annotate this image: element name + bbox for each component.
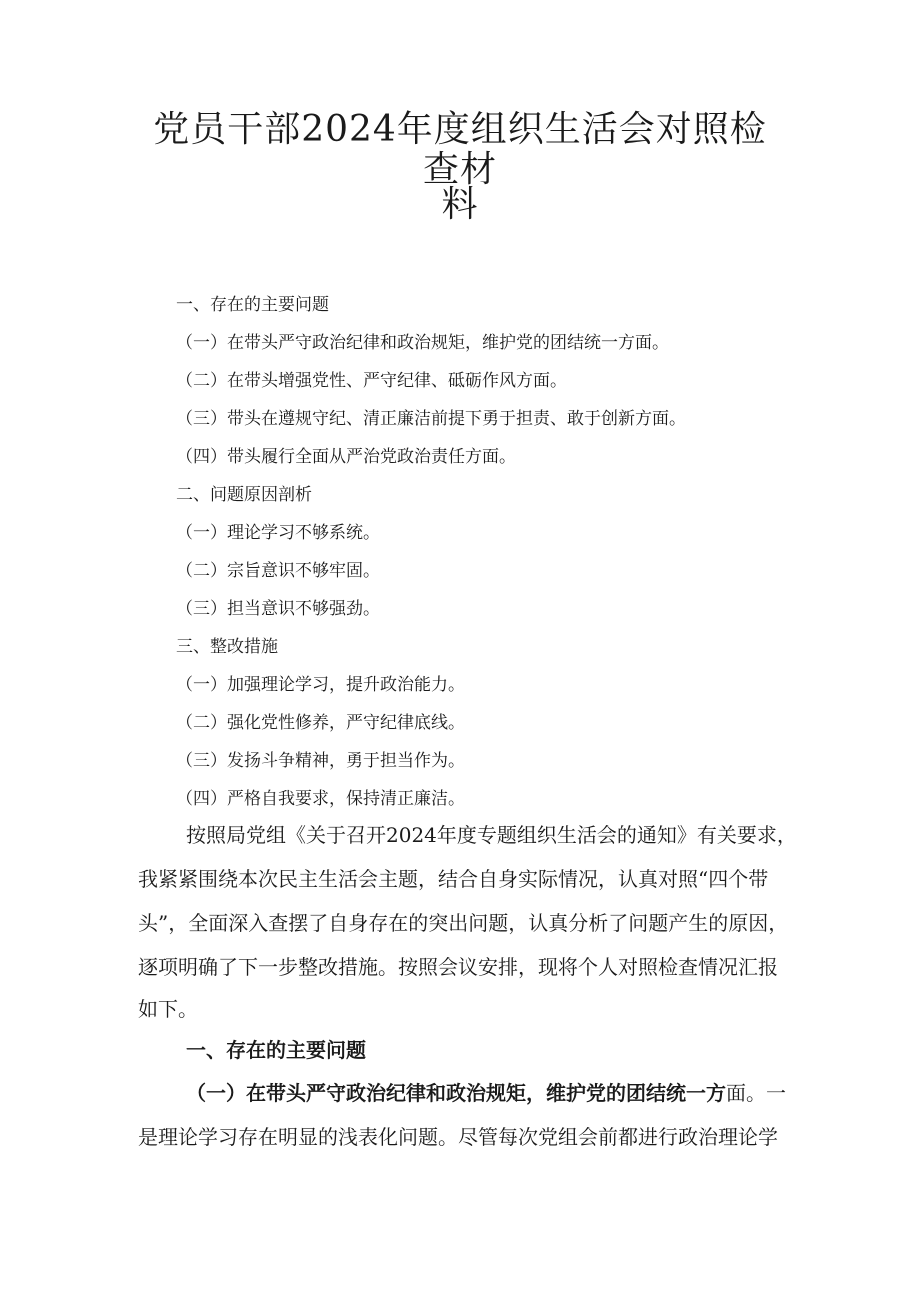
outline-item: （三）带头在遵规守纪、清正廉洁前提下勇于担责、敢于创新方面。 (176, 409, 686, 429)
outline-item: （二）在带头增强党性、严守纪律、砥砺作风方面。 (176, 371, 567, 391)
document-title-line-1: 党员干部2024年度组织生活会对照检查材 (153, 109, 767, 190)
outline-item: （二）强化党性修养，严守纪律底线。 (176, 713, 465, 733)
outline-item: （四）严格自我要求，保持清正廉洁。 (176, 789, 465, 809)
outline-item: 三、整改措施 (176, 637, 278, 657)
outline-item: 二、问题原因剖析 (176, 485, 312, 505)
outline-item: （二）宗旨意识不够牢固。 (176, 561, 380, 581)
intro-line: 头”，全面深入查摆了自身存在的突出问题，认真分析了问题产生的原因， (138, 911, 789, 935)
outline-item: （四）带头履行全面从严治党政治责任方面。 (176, 447, 516, 467)
subsection-text: 面。一 (726, 1081, 786, 1105)
outline-item: （三）发扬斗争精神，勇于担当作为。 (176, 751, 465, 771)
outline-item: （一）加强理论学习，提升政治能力。 (176, 675, 465, 695)
outline-item: （三）担当意识不够强劲。 (176, 599, 380, 619)
intro-line: 逐项明确了下一步整改措施。按照会议安排，现将个人对照检查情况汇报 (138, 955, 778, 979)
intro-line: 我紧紧围绕本次民主生活会主题，结合自身实际情况，认真对照“四个带 (138, 867, 769, 891)
subsection-line (186, 1080, 786, 1106)
document-title-line-2: 料 (441, 184, 479, 225)
intro-line: 按照局党组《关于召开2024年度专题组织生活会的通知》有关要求， (186, 823, 797, 847)
outline-item: 一、存在的主要问题 (176, 295, 329, 315)
body-line: 是理论学习存在明显的浅表化问题。尽管每次党组会前都进行政治理论学 (138, 1125, 778, 1149)
section-heading: 一、存在的主要问题 (186, 1038, 366, 1062)
outline-item: （一）理论学习不够系统。 (176, 523, 380, 543)
intro-line: 如下。 (138, 997, 198, 1021)
subsection-title: （一）在带头严守政治纪律和政治规矩，维护党的团结统一方 (186, 1081, 726, 1105)
outline-item: （一）在带头严守政治纪律和政治规矩，维护党的团结统一方面。 (176, 333, 669, 353)
